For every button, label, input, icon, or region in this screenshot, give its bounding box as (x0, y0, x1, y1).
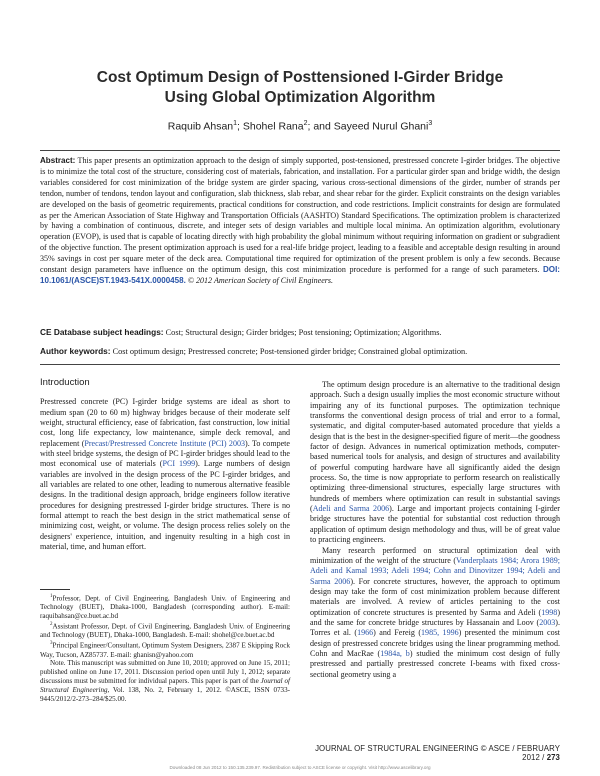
abstract (40, 156, 560, 287)
note-text: , Vol. 138, No. 2, February 1, 2012. ©ASCE, ISSN 0733-9445/2012/2-273–284/$25.00. (40, 686, 290, 704)
paragraph-text: The optimum design procedure is an alternative to the traditional design approach. Such a design usually implies the most economic structure without impairing any of its functional purposes. The optimization technique transforms the conventional design process of trial and error to a formal, systematic, and digital computer-based automated procedure that yields a design that is the best in the designer-specified figure of merit—the goodness factor of design. Advances in numerical optimization methods, computer-based numerical tools for analysis, and design of structures and availability of powerful computing hardware have all significantly aided the design process. So, the time is now appropriate to perform research on realistically optimizing three-dimensional structures, especially large structures with hundreds of members where optimization can result in substantial savings ( (310, 380, 560, 514)
paragraph-text: ) presented the minimum cost design of prestressed concrete bridges using the linear programming method. Cohn and MacRae ( (310, 628, 561, 658)
footnote-3 (40, 640, 290, 659)
citation-link[interactable]: Adeli and Sarma 2006 (312, 504, 390, 514)
left-column (40, 378, 290, 553)
keywords-label: Author keywords: (40, 346, 111, 356)
keywords-divider (40, 364, 560, 365)
paragraph-text: ) and Fereig ( (373, 628, 422, 638)
citation-link[interactable]: Vanderplaats 1984; Arora 1989; Adeli and Kamal 1993; Adeli 1994; Cohn and Dinovitzer 1994; Adeli and Sarma 2006 (310, 555, 560, 586)
running-footer (300, 744, 560, 762)
footnote-divider (40, 589, 70, 590)
intro-paragraph (40, 397, 290, 552)
author-list (40, 120, 560, 133)
paragraph-text: ). For concrete structures, however, the approach to optimum design may take the form of cost minimization problem because different materials are involved. A review of articles pertaining to the cost optimization of concrete structures is presented by Sarma and Adeli ( (310, 576, 560, 617)
paragraph-text: ). Torres et al. ( (310, 617, 560, 638)
manuscript-note (40, 659, 290, 704)
page-number: 273 (546, 753, 560, 762)
paragraph-text: ). To compete with steel bridge systems, the design of PC I-girder bridges should lead to the most economical use of materials ( (40, 438, 290, 469)
title-line-1: Cost Optimum Design of Posttensioned I-Girder Bridge (96, 69, 504, 86)
doi-link[interactable]: DOI: 10.1061/(ASCE)ST.1943-541X.0000458. (40, 265, 560, 285)
paragraph-text: ) studied the minimum cost design of fully prestressed and partially prestressed concrete I-beams with fixed cross-sectional geometry using a (310, 648, 560, 679)
ce-headings-text: Cost; Structural design; Girder bridges; Post tensioning; Optimization; Algorithms. (163, 328, 442, 337)
title-line-2: Using Global Optimization Algorithm (164, 89, 436, 106)
paragraph-text: ). Large and important projects containing I-girder bridge structures have the potential for substantial cost reduction through application of optimum design methodology and thus, will be of great value to practicing engineers. (310, 504, 560, 545)
footnotes (40, 593, 290, 704)
footnote-text: Assistant Professor, Dept. of Civil Engineering, Bangladesh Univ. of Engineering and Technology (BUET), Dhaka-1000, Bangladesh. E-mail: shohel@ce.buet.ac.bd (40, 622, 290, 640)
citation-link[interactable]: 1984a, b (380, 648, 410, 658)
author-affil-mark: 3 (428, 120, 433, 127)
footnote-mark: 2 (50, 622, 53, 628)
footer-journal: JOURNAL OF STRUCTURAL ENGINEERING © ASCE / FEBRUARY 2012 / (315, 744, 560, 762)
citation-link[interactable]: 1966 (357, 628, 374, 638)
author-keywords (40, 346, 560, 358)
footnote-text: Professor, Dept. of Civil Engineering, Bangladesh Univ. of Engineering and Technology (BUET), Dhaka-1000, Bangladesh (corresponding author). E-mail: raquibahsan@ce.buet.ac.bd (40, 594, 290, 621)
citation-link[interactable]: 1998 (541, 607, 558, 617)
footnote-mark: 3 (50, 641, 53, 647)
footnote-mark: 1 (50, 594, 53, 599)
journal-name: Journal of Structural Engineering (40, 677, 291, 695)
author-name: Sayeed Nurul Ghani (333, 120, 429, 133)
footnote-2 (40, 621, 290, 640)
footnote-text: Principal Engineer/Consultant, Optimum System Designers, 2387 E Skipping Rock Way, Tucson, AZ85737. E-mail: ghanisn@yahoo.com (40, 641, 290, 659)
body-paragraph (310, 546, 560, 680)
note-text: Note. This manuscript was submitted on June 10, 2010; approved on June 15, 2011; published online on June 17, 2011. Discussion period open until July 1, 2012; separate discussions must be submitted for individual papers. This paper is part of the (40, 659, 290, 686)
copyright-notice: © 2012 American Society of Civil Engineers. (185, 275, 334, 285)
ce-headings-label: CE Database subject headings: (40, 327, 164, 337)
paragraph-text: ). Large numbers of design variables are involved in the design process of the PC I-girder bridges, and all variables are related to one other, leading to numerous alternative feasible designs. In the traditional design approach, bridge engineers follow iterative procedures for designing prestressed I-girder bridge structures. There is no formal attempt to reach the best design in the strict mathematical sense of minimizing cost, weight, or volume. The design process relies solely on the designers' experience, intuition, and ingenuity resulting in a high cost in material, time, and human effort. (40, 459, 290, 552)
abstract-text: This paper presents an optimization approach to the design of simply supported, post-tensioned, prestressed concrete I-girder bridges. The objective is to minimize the total cost of the structure, considering cost of materials, fabrication, and installation. For a particular girder span and bridge width, the design variables considered for cost minimization of the bridge system are girder spacing, various cross-sectional dimensions of the girder, number of strands per tendon, number of tendons, tendon layout and configuration, slab thickness, slab rebar, and shear rebar for the girder. Explicit constraints on the design variables are developed on the basis of geometric requirements, practical conditions for construction, and code restrictions. Implicit constraints for design are formulated as per the American Association of State Highway and Transportation Officials (AASHTO) Standard Specifications. The optimization problem is characterized by having a combination of continuous, discrete, and integer sets of design variables and multiple local minima. An optimization algorithm, evolutionary operation (EVOP), is used that is capable of locating directly with high probability the global minimum without requiring information on gradient or subgradient of the objective function. The present optimization approach is used for a real-life bridge project, leading to a feasible and acceptable design resulting in around 35% savings in cost per square meter of the deck area. Computational time required for optimization of the present problem is only a few seconds. Because constant design parameters have influence on the optimum design, this cost minimization procedure is performed for a range of such parameters. (40, 156, 560, 275)
footnote-1 (40, 593, 290, 621)
author-affil-mark: 1 (233, 120, 238, 127)
abstract-label: Abstract: (40, 156, 76, 165)
paragraph-text: ) and the same for concrete bridge structures by Hassanain and Loov ( (310, 607, 560, 627)
author-separator: ; and (307, 120, 334, 133)
citation-link[interactable]: 1985, 1996 (421, 628, 459, 638)
top-divider (40, 150, 560, 151)
author-name: Shohel Rana (242, 120, 304, 133)
citation-link[interactable]: Precast/Prestressed Concrete Institute (PCI) 2003 (84, 438, 246, 448)
author-name: Raquib Ahsan (167, 120, 234, 133)
download-notice: Downloaded 08 Jun 2012 to 150.135.239.97. Redistribution subject to ASCE license or copyright. Visit http://www.ascelibrary.org (169, 765, 431, 770)
body-paragraph (310, 380, 560, 546)
ce-subject-headings (40, 327, 560, 339)
paragraph-text: Many research performed on structural optimization deal with minimization of the weight of the structure ( (310, 545, 560, 565)
paper-title (40, 68, 560, 108)
keywords-text: Cost optimum design; Prestressed concrete; Post-tensioned girder bridge; Constrained global optimization. (110, 347, 468, 356)
section-heading-introduction: Introduction (40, 377, 90, 388)
right-column (310, 380, 560, 680)
author-separator: ; (237, 120, 243, 133)
author-affil-mark: 2 (303, 120, 308, 127)
citation-link[interactable]: 2003 (539, 617, 556, 627)
paragraph-text: Prestressed concrete (PC) I-girder bridge systems are ideal as short to medium span (20 to 60 m) highway bridges because of their moderate self weight, structural efficiency, ease of fabrication, fast construction, low initial cost, long life expectancy, low maintenance, simple deck removal, and replacement ( (40, 397, 290, 448)
citation-link[interactable]: PCI 1999 (162, 459, 196, 469)
